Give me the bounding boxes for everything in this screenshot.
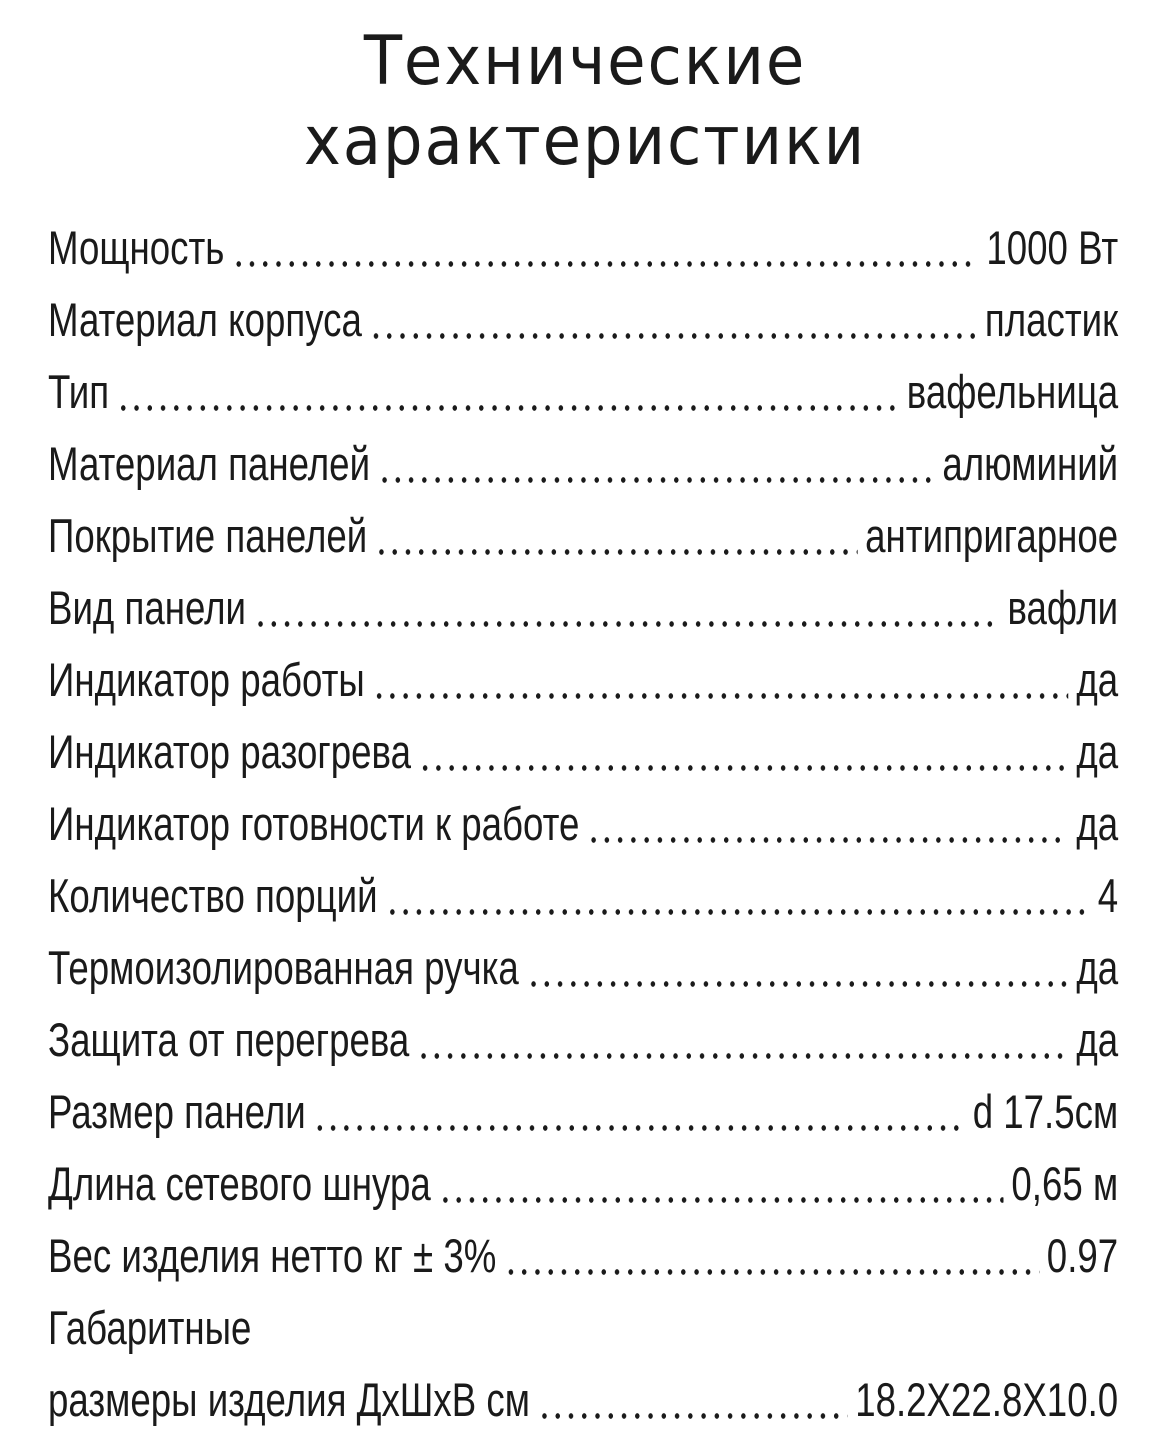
spec-value: d 17.5см (972, 1085, 1119, 1138)
spec-row-body-material (48, 284, 1118, 356)
spec-row-dimensions (48, 1364, 1118, 1436)
dot-leader (417, 1052, 1068, 1060)
spec-row-insulated-handle (48, 932, 1118, 1004)
dot-leader (538, 1412, 848, 1420)
dot-leader (375, 548, 857, 556)
dot-leader (370, 332, 977, 340)
page-title-line-1: Технические (363, 22, 807, 101)
page-title-line-2: характеристики (303, 102, 867, 181)
spec-value: 1000 Вт (986, 221, 1119, 274)
dot-leader (254, 620, 1000, 628)
spec-label: Материал корпуса (48, 293, 362, 346)
spec-row-power (48, 212, 1118, 284)
page-title (47, 22, 1123, 182)
spec-value: вафельница (906, 365, 1119, 418)
spec-label: Термоизолированная ручка (48, 941, 519, 994)
dot-leader (378, 476, 935, 484)
spec-value: пластик (984, 293, 1119, 346)
dot-leader (314, 1124, 965, 1132)
spec-label: Покрытие панелей (48, 509, 368, 562)
spec-row-dimensions-heading (48, 1292, 1118, 1364)
spec-value: антипригарное (865, 509, 1119, 562)
spec-row-cord-length (48, 1148, 1118, 1220)
spec-value: алюминий (942, 437, 1119, 490)
spec-value: 0.97 (1046, 1229, 1119, 1282)
spec-label: Вес изделия нетто кг ± 3% (48, 1229, 497, 1282)
spec-row-panel-size (48, 1076, 1118, 1148)
spec-row-net-weight (48, 1220, 1118, 1292)
spec-row-type (48, 356, 1118, 428)
spec-label: Количество порций (48, 869, 378, 922)
spec-row-operation-indicator (48, 644, 1118, 716)
spec-label: Индикатор разогрева (48, 725, 411, 778)
spec-label: Материал панелей (48, 437, 371, 490)
spec-value: да (1076, 653, 1119, 706)
spec-value: 18.2Х22.8Х10.0 (855, 1373, 1119, 1426)
dot-leader (232, 260, 978, 268)
spec-label: размеры изделия ДхШхВ см (48, 1373, 530, 1426)
spec-label: Индикатор готовности к работе (48, 797, 580, 850)
spec-row-panel-material (48, 428, 1118, 500)
spec-row-overheat-protection (48, 1004, 1118, 1076)
spec-row-panel-kind (48, 572, 1118, 644)
dot-leader (439, 1196, 1004, 1204)
spec-label: Размер панели (48, 1085, 306, 1138)
spec-row-ready-indicator (48, 788, 1118, 860)
dot-leader (419, 764, 1069, 772)
spec-row-panel-coating (48, 500, 1118, 572)
dot-leader (373, 692, 1069, 700)
spec-value: да (1076, 1013, 1119, 1066)
spec-label: Индикатор работы (48, 653, 365, 706)
spec-value: да (1076, 725, 1119, 778)
spec-label: Мощность (48, 221, 225, 274)
spec-list (48, 212, 1118, 1436)
dot-leader (385, 908, 1090, 916)
dot-leader (259, 1340, 1110, 1348)
spec-label: Защита от перегрева (48, 1013, 410, 1066)
spec-value: 0,65 м (1011, 1157, 1119, 1210)
dot-leader (527, 980, 1069, 988)
spec-label: Габаритные (48, 1301, 252, 1354)
spec-value: да (1076, 941, 1119, 994)
dot-leader (117, 404, 899, 412)
spec-label: Вид панели (48, 581, 247, 634)
spec-row-heating-indicator (48, 716, 1118, 788)
spec-row-portions (48, 860, 1118, 932)
spec-value: 4 (1097, 869, 1119, 922)
spec-label: Тип (48, 365, 110, 418)
spec-label: Длина сетевого шнура (48, 1157, 431, 1210)
spec-value: да (1076, 797, 1119, 850)
spec-value: вафли (1007, 581, 1119, 634)
dot-leader (587, 836, 1068, 844)
dot-leader (504, 1268, 1039, 1276)
